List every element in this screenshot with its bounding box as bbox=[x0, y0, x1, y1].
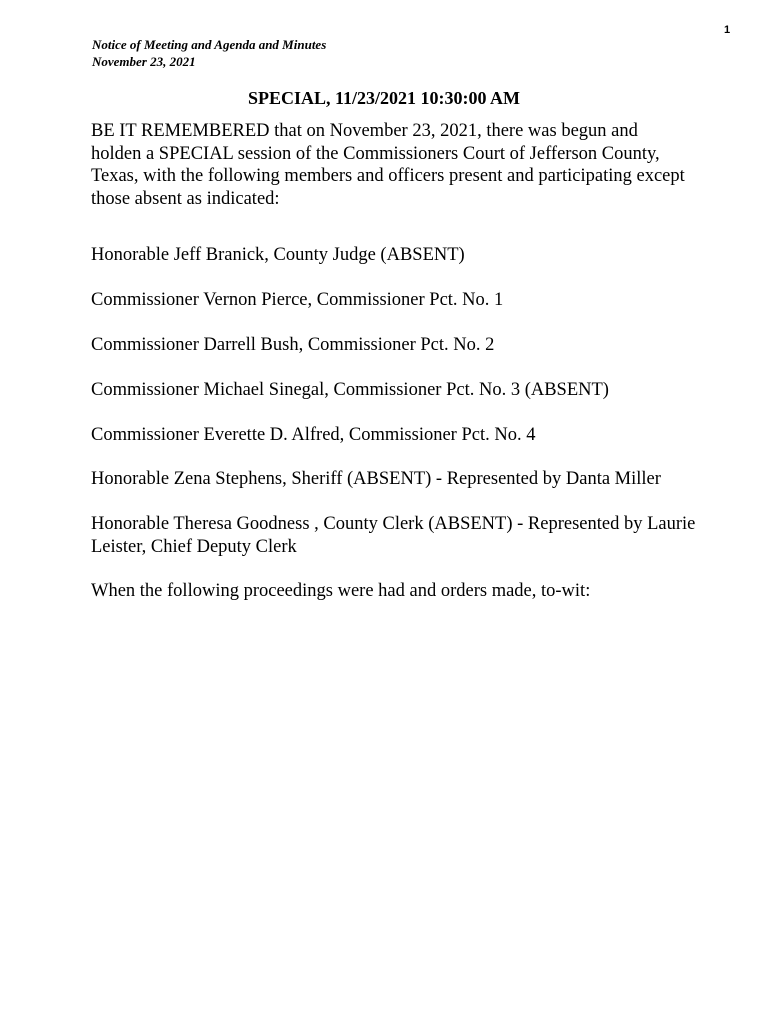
member-commissioner-pct-1: Commissioner Vernon Pierce, Commissioner Pct. No. 1 bbox=[91, 290, 504, 310]
document-header bbox=[92, 36, 326, 70]
minutes-body bbox=[91, 120, 741, 210]
member-commissioner-pct-2: Commissioner Darrell Bush, Commissioner Pct. No. 2 bbox=[91, 335, 495, 355]
member-sheriff: Honorable Zena Stephens, Sheriff (ABSENT) - Represented by Danta Miller bbox=[91, 469, 661, 489]
member-commissioner-pct-3: Commissioner Michael Sinegal, Commissioner Pct. No. 3 (ABSENT) bbox=[91, 380, 609, 400]
session-title bbox=[0, 88, 770, 109]
page-number: 1 bbox=[724, 24, 731, 36]
member-county-clerk: Honorable Theresa Goodness , County Clerk (ABSENT) - Represented by Laurie Leister, Chief Deputy Clerk bbox=[91, 514, 696, 557]
member-commissioner-pct-4: Commissioner Everette D. Alfred, Commissioner Pct. No. 4 bbox=[91, 425, 536, 445]
intro-paragraph: BE IT REMEMBERED that on November 23, 2021, there was begun and holden a SPECIAL session of the Commissioners Court of Jefferson County, Texas, with the following members and officers present and participating except those absent as indicated: bbox=[91, 121, 685, 209]
header-title: Notice of Meeting and Agenda and Minutes bbox=[92, 37, 327, 52]
session-title-text: SPECIAL, 11/23/2021 10:30:00 AM bbox=[247, 88, 520, 108]
member-county-judge: Honorable Jeff Branick, County Judge (ABSENT) bbox=[91, 245, 465, 265]
closing-statement: When the following proceedings were had and orders made, to-wit: bbox=[91, 581, 591, 601]
header-date: November 23, 2021 bbox=[92, 54, 196, 69]
